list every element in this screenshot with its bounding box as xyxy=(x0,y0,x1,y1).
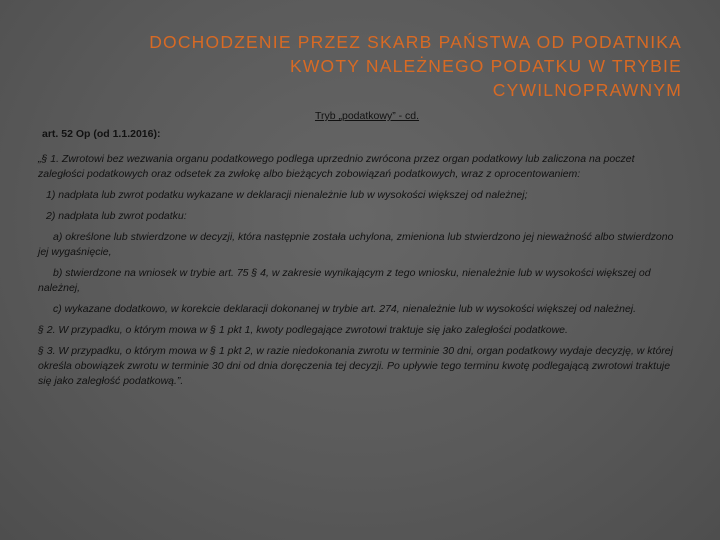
subtitle-text: Tryb „podatkowy” - cd. xyxy=(314,110,420,122)
paragraph-par3: § 3. W przypadku, o którym mowa w § 1 pkt 2, w razie niedokonania zwrotu w terminie 30 dni, organ podatkowy wydaje decyzję, w której określa obowiązek zwrotu w terminie 30 dni od dnia doręczenia tej decyzji. Po upływie tego terminu kwotę podlegającą zwrotowi traktuje się jako zaległość podatkową.”. xyxy=(38,345,673,387)
paragraph-par2: § 2. W przypadku, o którym mowa w § 1 pkt 1, kwoty podlegające zwrotowi traktuje się jako zaległości podatkowe. xyxy=(38,324,568,336)
article-heading: art. 52 Op (od 1.1.2016): xyxy=(42,128,161,140)
slide-title xyxy=(42,30,682,102)
subtitle xyxy=(0,110,720,122)
title-line-1: DOCHODZENIE PRZEZ SKARB PAŃSTWA OD PODATNIKA xyxy=(149,32,682,52)
paragraph-point1: 1) nadpłata lub zwrot podatku wykazane w deklaracji nienależnie lub w wysokości większej od należnej; xyxy=(46,189,528,201)
paragraph-par1: „§ 1. Zwrotowi bez wezwania organu podatkowego podlega uprzednio zwrócona przez organ podatkowy lub zaliczona na poczet zaległości podatkowych oraz odsetek za zwłokę albo bieżących zobowiązań podatkowych, wraz z oprocentowaniem: xyxy=(38,153,635,180)
content-body xyxy=(38,127,683,395)
paragraph-point2: 2) nadpłata lub zwrot podatku: xyxy=(46,210,187,222)
paragraph-point2c: c) wykazane dodatkowo, w korekcie deklaracji dokonanej w trybie art. 274, nienależnie lub w wysokości większej od należnej. xyxy=(53,303,637,315)
title-line-2: KWOTY NALEŻNEGO PODATKU W TRYBIE xyxy=(289,56,682,76)
paragraph-point2a: a) określone lub stwierdzone w decyzji, która następnie została uchylona, zmieniona lub stwierdzono jej nieważność albo stwierdzono jej wygaśnięcie, xyxy=(38,231,674,258)
paragraph-point2b: b) stwierdzone na wniosek w trybie art. 75 § 4, w zakresie wynikającym z tego wniosku, nienależnie lub w wysokości większej od należnej, xyxy=(38,267,651,294)
title-line-3: CYWILNOPRAWNYM xyxy=(492,80,682,100)
